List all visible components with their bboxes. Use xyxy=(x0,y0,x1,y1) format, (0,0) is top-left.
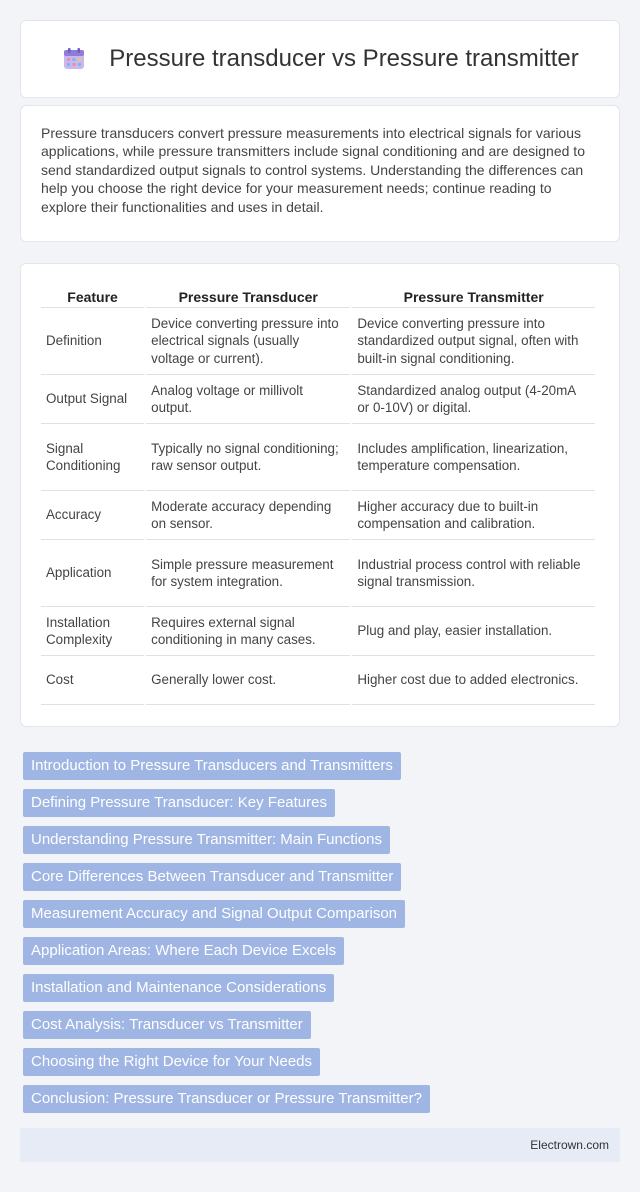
table-row xyxy=(41,375,595,424)
footer-site-name: Electrown.com xyxy=(530,1138,609,1152)
title-wrap xyxy=(61,45,579,73)
table-cell-transmitter: Higher accuracy due to built-in compensation and calibration. xyxy=(352,491,595,540)
toc-link-accuracy-comparison[interactable]: Measurement Accuracy and Signal Output Comparison xyxy=(23,900,405,928)
table-of-contents xyxy=(23,752,623,1122)
column-header-transducer: Pressure Transducer xyxy=(146,283,350,308)
toc-link-choosing-device[interactable]: Choosing the Right Device for Your Needs xyxy=(23,1048,320,1076)
table-cell-transmitter: Higher cost due to added electronics. xyxy=(352,656,595,705)
table-header-row xyxy=(41,283,595,308)
table-cell-transmitter: Device converting pressure into standardized output signal, often with built-in signal conditioning. xyxy=(352,308,595,375)
table-row xyxy=(41,308,595,375)
toc-link-application-areas[interactable]: Application Areas: Where Each Device Excels xyxy=(23,937,344,965)
table-row xyxy=(41,491,595,540)
table-row xyxy=(41,656,595,705)
table-cell-feature: Output Signal xyxy=(41,375,144,424)
table-cell-feature: Application xyxy=(41,540,144,607)
table-cell-feature: Cost xyxy=(41,656,144,705)
toc-link-introduction[interactable]: Introduction to Pressure Transducers and Transmitters xyxy=(23,752,401,780)
table-row xyxy=(41,424,595,491)
toc-link-cost-analysis[interactable]: Cost Analysis: Transducer vs Transmitter xyxy=(23,1011,311,1039)
toc-link-installation[interactable]: Installation and Maintenance Considerations xyxy=(23,974,334,1002)
intro-card xyxy=(20,105,620,242)
column-header-transmitter: Pressure Transmitter xyxy=(352,283,595,308)
comparison-table-card xyxy=(20,263,620,727)
comparison-table xyxy=(39,283,597,705)
table-cell-transducer: Simple pressure measurement for system integration. xyxy=(146,540,350,607)
table-cell-transducer: Typically no signal conditioning; raw sensor output. xyxy=(146,424,350,491)
table-cell-transducer: Analog voltage or millivolt output. xyxy=(146,375,350,424)
table-cell-feature: Signal Conditioning xyxy=(41,424,144,491)
table-cell-transmitter: Standardized analog output (4-20mA or 0-10V) or digital. xyxy=(352,375,595,424)
table-row xyxy=(41,607,595,656)
column-header-feature: Feature xyxy=(41,283,144,308)
toc-link-conclusion[interactable]: Conclusion: Pressure Transducer or Pressure Transmitter? xyxy=(23,1085,430,1113)
table-cell-transducer: Device converting pressure into electrical signals (usually voltage or current). xyxy=(146,308,350,375)
calendar-grid-icon xyxy=(61,46,87,72)
table-cell-transmitter: Industrial process control with reliable signal transmission. xyxy=(352,540,595,607)
table-row xyxy=(41,540,595,607)
table-cell-transducer: Generally lower cost. xyxy=(146,656,350,705)
toc-link-defining-transducer[interactable]: Defining Pressure Transducer: Key Features xyxy=(23,789,335,817)
table-cell-transducer: Moderate accuracy depending on sensor. xyxy=(146,491,350,540)
footer xyxy=(20,1128,620,1162)
table-cell-transmitter: Includes amplification, linearization, temperature compensation. xyxy=(352,424,595,491)
header-card xyxy=(20,20,620,98)
table-cell-feature: Accuracy xyxy=(41,491,144,540)
toc-link-core-differences[interactable]: Core Differences Between Transducer and Transmitter xyxy=(23,863,401,891)
table-cell-feature: Definition xyxy=(41,308,144,375)
table-cell-transmitter: Plug and play, easier installation. xyxy=(352,607,595,656)
toc-link-understanding-transmitter[interactable]: Understanding Pressure Transmitter: Main Functions xyxy=(23,826,390,854)
table-cell-transducer: Requires external signal conditioning in many cases. xyxy=(146,607,350,656)
intro-paragraph: Pressure transducers convert pressure measurements into electrical signals for various applications, while pressure transmitters include signal conditioning and are designed to send standardized output signals to control systems. Understanding the differences can help you choose the right device for your measurement needs; continue reading to explore their functionalities and uses in detail. xyxy=(41,125,585,215)
table-cell-feature: Installation Complexity xyxy=(41,607,144,656)
page-title: Pressure transducer vs Pressure transmitter xyxy=(109,45,579,72)
